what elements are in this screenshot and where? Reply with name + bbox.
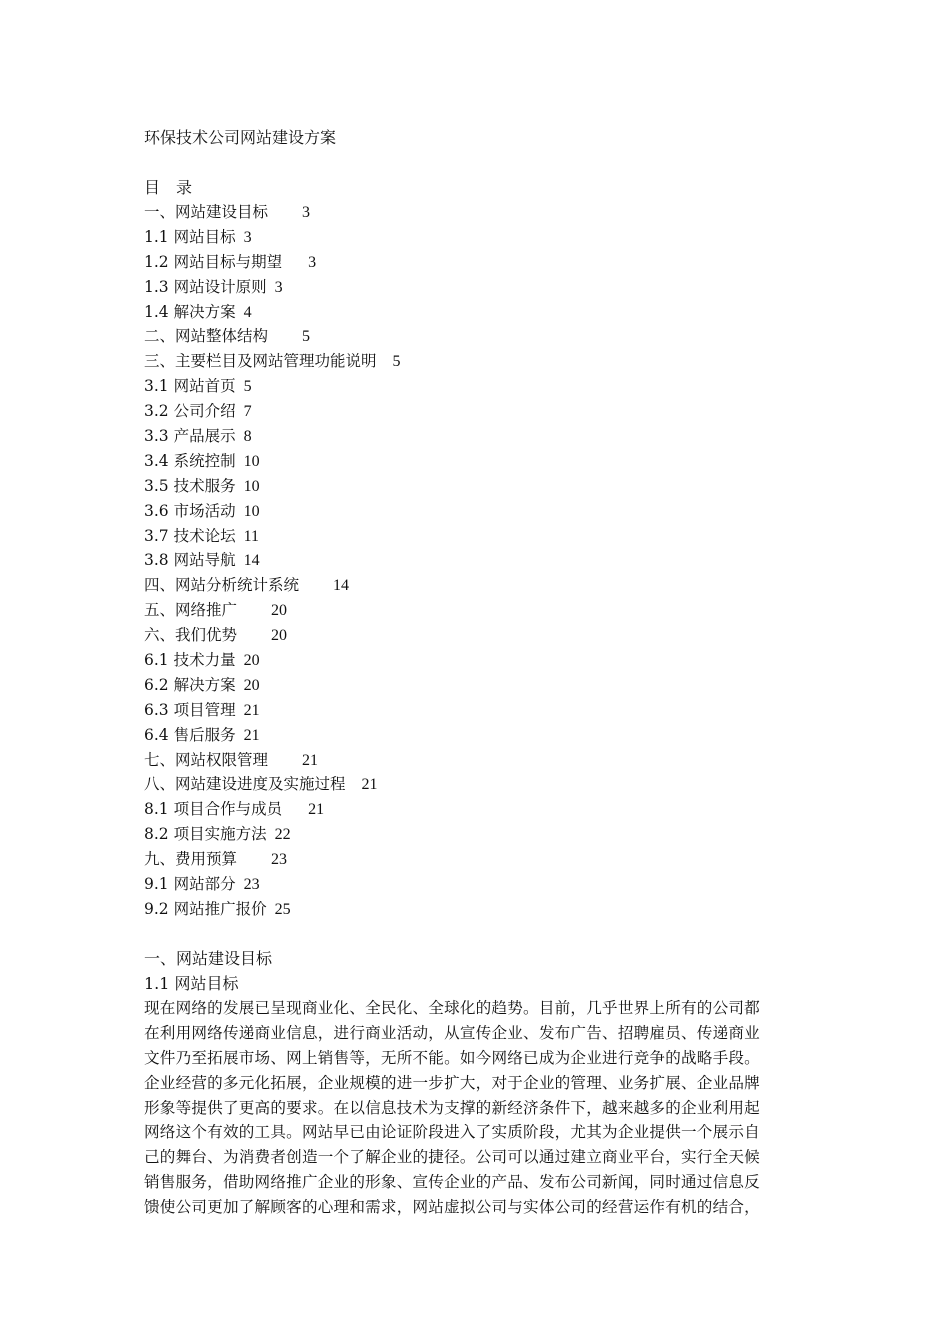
toc-entry-label: 6.1 技术力量	[144, 651, 236, 670]
toc-entry-label: 九、费用预算	[144, 850, 238, 869]
toc-entry-label: 3.3 产品展示	[144, 427, 236, 446]
document-title: 环保技术公司网站建设方案	[144, 128, 337, 147]
toc-entry-page: 25	[274, 900, 291, 918]
toc-entry-page: 10	[243, 452, 260, 470]
toc-entry-page: 3	[274, 278, 283, 296]
toc-entry-label: 一、网站建设目标	[144, 203, 269, 221]
body-line: 形象等提供了更高的要求。在以信息技术为支撑的新经济条件下，越来越多的企业利用起	[144, 1098, 760, 1117]
body-line: 文件乃至拓展市场、网上销售等，无所不能。如今网络已成为企业进行竞争的战略手段。	[144, 1048, 760, 1067]
toc-entry-label: 六、我们优势	[144, 626, 238, 645]
toc-entry	[144, 399, 401, 424]
toc-entry	[144, 872, 401, 897]
toc-entry-label: 9.2 网站推广报价	[144, 899, 267, 918]
toc-entry-label: 二、网站整体结构	[144, 327, 269, 346]
toc-entry-page: 3	[302, 204, 311, 221]
toc-entry	[144, 300, 401, 325]
toc-entry	[144, 822, 401, 847]
toc-entry-page: 14	[333, 577, 350, 595]
body-line: 在利用网络传递商业信息，进行商业活动，从宣传企业、发布广告、招聘雇员、传递商业	[144, 1023, 760, 1042]
toc-entry	[144, 474, 401, 499]
toc-entry-page: 20	[271, 602, 288, 620]
body-line: 现在网络的发展已呈现商业化、全民化、全球化的趋势。目前，几乎世界上所有的公司都	[144, 999, 760, 1017]
toc-entry-page: 21	[243, 726, 260, 744]
toc-entry-page: 4	[243, 303, 252, 321]
toc-entry-label: 八、网站建设进度及实施过程	[144, 775, 346, 794]
toc-entry-page: 3	[243, 228, 252, 246]
toc-entry	[144, 772, 401, 797]
toc-entry-label: 1.3 网站设计原则	[144, 277, 267, 296]
toc-entry	[144, 748, 401, 773]
toc-entry-page: 14	[243, 552, 260, 570]
toc-entry	[144, 225, 401, 250]
toc-entry	[144, 847, 401, 872]
toc-entry	[144, 499, 401, 524]
toc-entry-label: 1.4 解决方案	[144, 302, 236, 321]
toc-entry-label: 五、网络推广	[144, 601, 238, 620]
toc-entry	[144, 349, 401, 374]
toc-entry-label: 3.7 技术论坛	[144, 526, 236, 545]
toc-entry-page: 5	[243, 378, 252, 396]
toc-entry	[144, 897, 401, 922]
toc-entry	[144, 324, 401, 349]
toc-entry-page: 5	[302, 328, 311, 346]
toc-entry	[144, 648, 401, 673]
body-paragraph	[144, 996, 812, 1220]
toc-entry-page: 11	[243, 527, 259, 545]
toc-entry	[144, 573, 401, 598]
toc-entry-page: 8	[243, 428, 252, 446]
toc-entry-label: 3.5 技术服务	[144, 476, 236, 495]
toc-entry	[144, 524, 401, 549]
toc-entry	[144, 598, 401, 623]
toc-entry	[144, 548, 401, 573]
toc-entry-page: 20	[243, 652, 260, 670]
toc-entry-page: 21	[302, 751, 319, 769]
body-line: 销售服务，借助网络推广企业的形象、宣传企业的产品、发布公司新闻，同时通过信息反	[144, 1173, 760, 1192]
subsection-heading: 1.1 网站目标	[144, 974, 239, 993]
toc-entry	[144, 200, 401, 225]
body-line: 己的舞台、为消费者创造一个了解企业的捷径。公司可以通过建立商业平台，实行全天候	[144, 1148, 760, 1167]
toc-entry-label: 3.1 网站首页	[144, 377, 236, 396]
toc-entry-page: 20	[243, 676, 260, 694]
table-of-contents	[144, 200, 401, 922]
toc-entry-label: 6.2 解决方案	[144, 675, 236, 694]
toc-entry	[144, 673, 401, 698]
toc-entry-page: 10	[243, 477, 260, 495]
toc-entry-label: 三、主要栏目及网站管理功能说明	[144, 352, 377, 371]
toc-entry-page: 23	[271, 851, 288, 869]
body-line: 企业经营的多元化拓展，企业规模的进一步扩大，对于企业的管理、业务扩展、企业品牌	[144, 1073, 760, 1092]
toc-entry	[144, 623, 401, 648]
toc-entry-label: 四、网站分析统计系统	[144, 576, 300, 595]
toc-entry	[144, 424, 401, 449]
toc-entry-page: 21	[243, 701, 260, 719]
section-heading: 一、网站建设目标	[144, 949, 273, 968]
toc-entry-label: 8.1 项目合作与成员	[144, 800, 283, 819]
toc-entry-page: 5	[392, 353, 401, 371]
toc-entry-label: 6.3 项目管理	[144, 700, 236, 719]
toc-entry-page: 10	[243, 502, 260, 520]
toc-entry-page: 20	[271, 627, 288, 645]
toc-entry-label: 七、网站权限管理	[144, 750, 269, 769]
toc-entry-page: 21	[308, 801, 325, 819]
toc-entry	[144, 374, 401, 399]
toc-entry-label: 6.4 售后服务	[144, 725, 236, 744]
toc-entry	[144, 250, 401, 275]
toc-entry-label: 3.6 市场活动	[144, 501, 236, 520]
toc-entry-page: 23	[243, 876, 260, 894]
toc-entry-label: 1.2 网站目标与期望	[144, 252, 283, 271]
toc-entry-page: 22	[274, 826, 291, 844]
body-line: 馈使公司更加了解顾客的心理和需求，网站虚拟公司与实体公司的经营运作有机的结合，	[144, 1198, 760, 1217]
toc-entry-page: 3	[308, 253, 317, 271]
toc-entry	[144, 698, 401, 723]
toc-entry-label: 3.4 系统控制	[144, 451, 236, 470]
toc-entry	[144, 275, 401, 300]
toc-heading: 目 录	[144, 178, 193, 197]
toc-entry-label: 1.1 网站目标	[144, 227, 236, 246]
body-line: 网络这个有效的工具。网站早已由论证阶段进入了实质阶段，尤其为企业提供一个展示自	[144, 1123, 760, 1142]
toc-entry	[144, 723, 401, 748]
toc-entry-label: 3.2 公司介绍	[144, 402, 236, 421]
toc-entry	[144, 797, 401, 822]
toc-entry	[144, 449, 401, 474]
toc-entry-page: 7	[243, 403, 252, 421]
toc-entry-label: 3.8 网站导航	[144, 551, 236, 570]
toc-entry-label: 8.2 项目实施方法	[144, 825, 267, 844]
toc-entry-page: 21	[361, 776, 378, 794]
toc-entry-label: 9.1 网站部分	[144, 875, 236, 894]
